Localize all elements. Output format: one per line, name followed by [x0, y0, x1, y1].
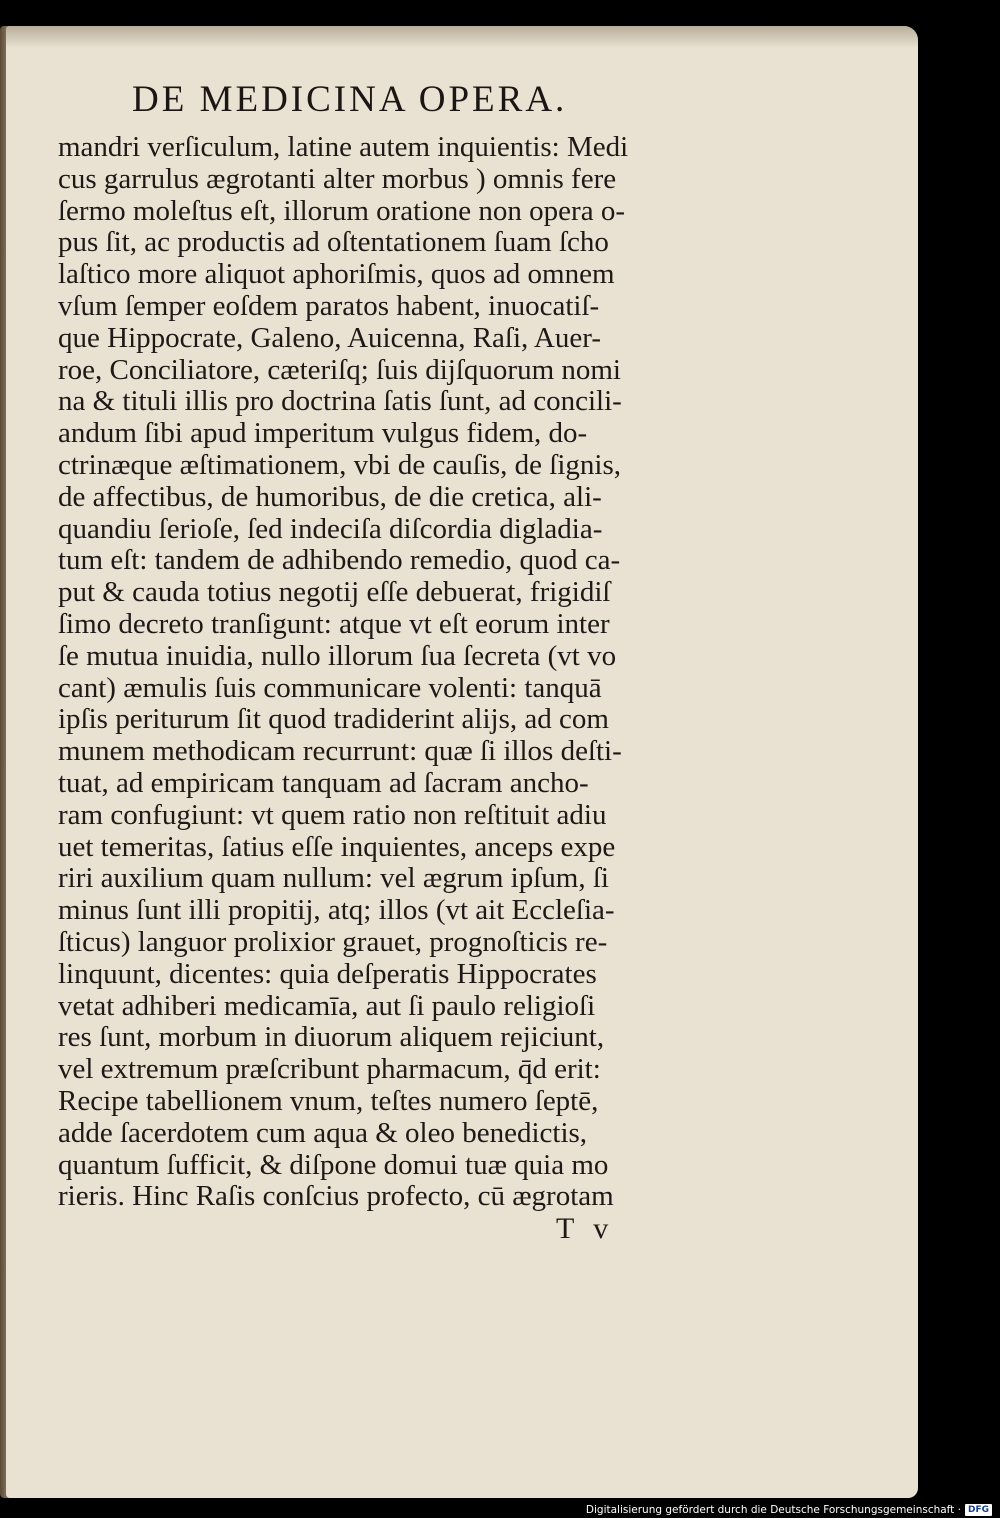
- text-line: minus ſunt illi propitij, atq; illos (vt ait Eccleſia-: [58, 894, 615, 927]
- text-line: riri auxilium quam nullum: vel ægrum ipſum, ſi: [58, 862, 609, 895]
- text-line: ſticus) languor prolixior grauet, prognoſticis re-: [58, 925, 608, 958]
- text-line: ctrinæque æſtimationem, vbi de cauſis, de ſignis,: [58, 448, 621, 481]
- text-line: ſermo moleſtus eſt, illorum oratione non opera o-: [58, 194, 625, 227]
- text-line: rieris. Hinc Raſis conſcius profecto, cū ægrotam: [58, 1180, 614, 1213]
- text-line: cus garrulus ægrotanti alter morbus ) omnis fere: [58, 162, 617, 195]
- footer-text: Digitalisierung gefördert durch die Deutsche Forschungsgemeinschaft ·: [585, 1504, 961, 1516]
- running-head: DE MEDICINA OPERA.: [132, 79, 568, 120]
- text-line: pus ſit, ac productis ad oſtentationem ſuam ſcho: [58, 226, 609, 259]
- text-line: Recipe tabellionem vnum, teſtes numero ſeptē,: [58, 1084, 599, 1117]
- text-line: ram confugiunt: vt quem ratio non reſtituit adiu: [58, 798, 607, 831]
- text-line: que Hippocrate, Galeno, Auicenna, Raſi, Auer-: [58, 321, 601, 354]
- text-line: de affectibus, de humoribus, de die cretica, ali-: [58, 480, 602, 513]
- text-line: ipſis periturum ſit quod tradiderint alijs, ad com: [58, 703, 609, 736]
- text-line: res ſunt, morbum in diuorum aliquem rejiciunt,: [58, 1021, 605, 1054]
- body-text: [58, 132, 708, 1213]
- text-line: quandiu ſerioſe, ſed indeciſa diſcordia digladia-: [58, 512, 603, 545]
- text-line: vel extremum præſcribunt pharmacum, q̄d erit:: [58, 1053, 601, 1086]
- text-line: vetat adhiberi medicamīa, aut ſi paulo religioſi: [58, 989, 596, 1022]
- text-line: andum ſibi apud imperitum vulgus fidem, do-: [58, 417, 588, 450]
- text-line: uet temeritas, ſatius eſſe inquientes, anceps expe: [58, 830, 616, 863]
- text-line: roe, Conciliatore, cæteriſq; ſuis dijſquorum nomi: [58, 353, 621, 386]
- page-top-shadow: [6, 26, 918, 48]
- text-line: munem methodicam recurrunt: quæ ſi illos deſti-: [58, 735, 622, 768]
- text-line: laſtico more aliquot aphoriſmis, quos ad omnem: [58, 258, 615, 291]
- text-line: na & tituli illis pro doctrina ſatis ſunt, ad concili-: [58, 385, 622, 418]
- dfg-logo-icon: DFG: [965, 1504, 992, 1516]
- text-line: tum eſt: tandem de adhibendo remedio, quod ca-: [58, 544, 621, 577]
- text-line: ſimo decreto tranſigunt: atque vt eſt eorum inter: [58, 607, 610, 640]
- text-line: cant) æmulis ſuis communicare volenti: tanquā: [58, 671, 602, 704]
- text-line: put & cauda totius negotij eſſe debuerat, frigidiſ: [58, 576, 611, 609]
- text-line: vſum ſemper eoſdem paratos habent, inuocatiſ-: [58, 289, 600, 322]
- text-line: adde ſacerdotem cum aqua & oleo benedictis,: [58, 1116, 588, 1149]
- text-line: mandri verſiculum, latine autem inquientis: Medi: [58, 131, 629, 163]
- text-line: ſe mutua inuidia, nullo illorum ſua ſecreta (vt vo: [58, 639, 617, 672]
- text-line: linquunt, dicentes: quia deſperatis Hippocrates: [58, 957, 597, 990]
- catchword-signature: T v: [556, 1212, 615, 1245]
- text-line: quantum ſufficit, & diſpone domui tuæ quia mo: [58, 1148, 609, 1181]
- footer-credit: [586, 1504, 992, 1516]
- text-line: tuat, ad empiricam tanquam ad ſacram ancho-: [58, 766, 589, 799]
